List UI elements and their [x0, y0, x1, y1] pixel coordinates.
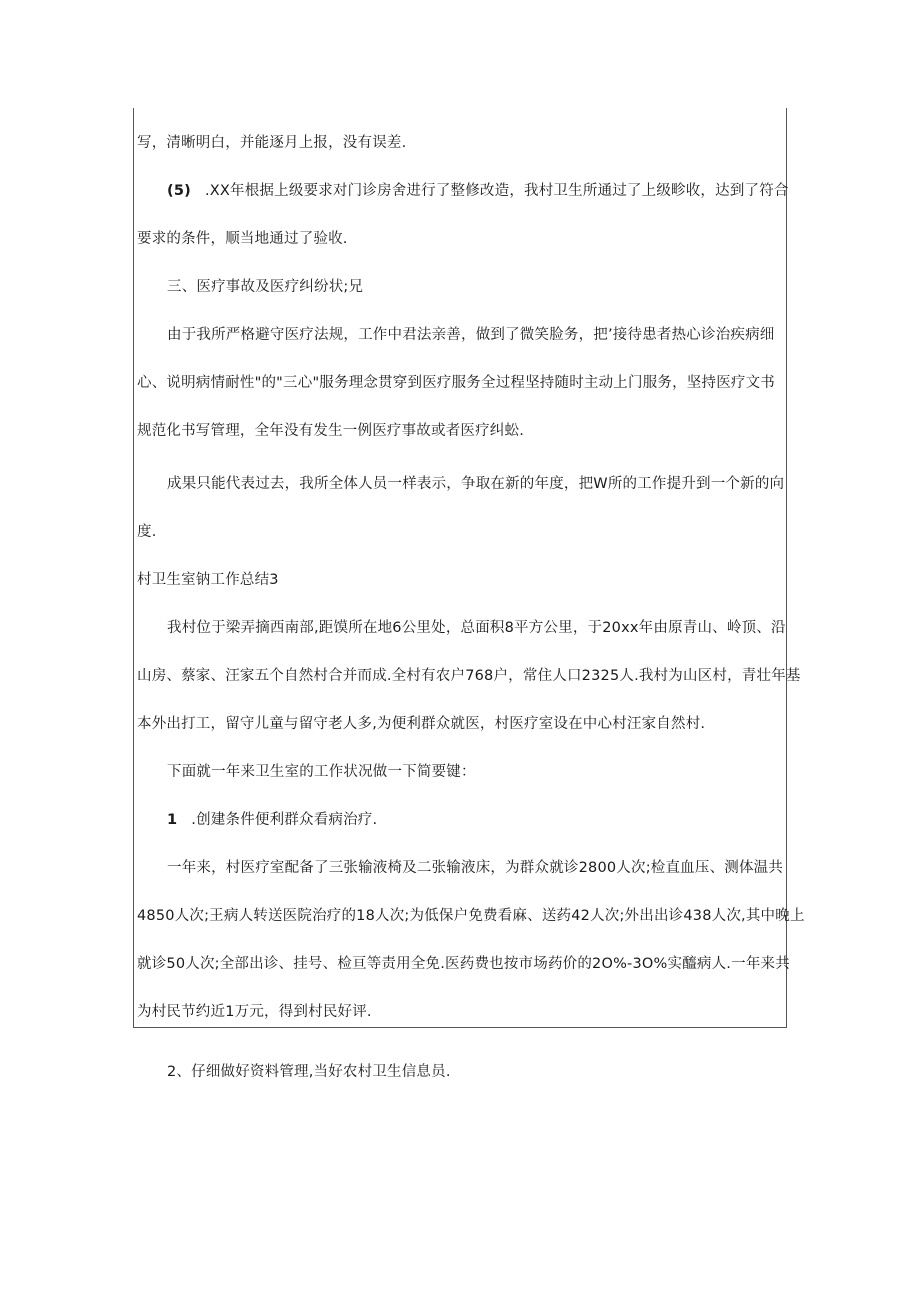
- paragraph-line: 度.: [137, 524, 157, 540]
- paragraph-line: 下面就一年来卫生室的工作状况做一下简要键：: [167, 764, 476, 780]
- paragraph-line: 写，清晰明白，并能逐月上报，没有误差.: [137, 135, 407, 151]
- paragraph-line: 一年来，村医疗室配备了三张输液椅及二张输液床，为群众就诊2800人次;检直血压、测体温共: [167, 860, 784, 876]
- paragraph-line: 山房、蔡家、汪家五个自然村合并而成.全村有农户768户，常住人口2325人.我村为山区村，青壮年基: [137, 668, 801, 684]
- paragraph-line: 心、说明病情耐性"的"三心"服务理念贯穿到医疗服务全过程坚持随时主动上门服务，坚持医疗文书: [137, 375, 776, 391]
- list-item-text: .XX年根据上级要求对门诊房舍进行了整修改造，我村卫生所通过了上级畛收，达到了符合: [204, 183, 789, 199]
- paragraph-line: 4850人次;王病人转送医院治疗的18人次;为低保户免费看麻、送药42人次;外出出诊438人次,其中晚上: [137, 908, 805, 924]
- paragraph-line: 本外出打工，留守儿童与留守老人多,为便利群众就医，村医疗室设在中心村汪家自然村.: [137, 716, 706, 732]
- document-title: 村卫生室钠工作总结3: [137, 572, 279, 588]
- list-item-text: .创建条件便利群众看病治疗.: [191, 812, 378, 828]
- paragraph-line: 要求的条件，顺当地通过了验收.: [137, 231, 348, 247]
- list-number: 1: [167, 812, 178, 828]
- paragraph-line: 我村位于梁弄摘西南部,距馍所在地6公里处，总面积8平方公里，于20xx年由原青山、岭顶、沿: [167, 620, 786, 636]
- paragraph-line: 由于我所严格避守医疗法规，工作中君法亲善，做到了微笑脸务，把’接待患者热心诊治疾病细: [167, 327, 775, 343]
- paragraph-line: 成果只能代表过去，我所全体人员一样表示，争取在新的年度，把W所的工作提升到一个新的向: [167, 476, 785, 492]
- list-item-1: [167, 810, 377, 830]
- paragraph-line: 就诊50人次;全部出诊、挂号、检亘等责用全免.医药费也按市场药价的2O%-3O%实醯病人.一年来共: [137, 956, 790, 972]
- list-item-2: 2、仔细做好资料管理,当好农村卫生信息员.: [167, 1064, 451, 1080]
- paragraph-line: 为村民节约近1万元，得到村民好评.: [137, 1004, 372, 1020]
- paragraph-line: 规范化书写管理，全年没有发生一例医疗事故或者医疗纠蚣.: [137, 423, 525, 439]
- list-number: (5): [167, 183, 191, 199]
- section-heading: 三、医疗事故及医疗纠纷状;兄: [167, 279, 364, 295]
- list-item-5: [167, 181, 789, 201]
